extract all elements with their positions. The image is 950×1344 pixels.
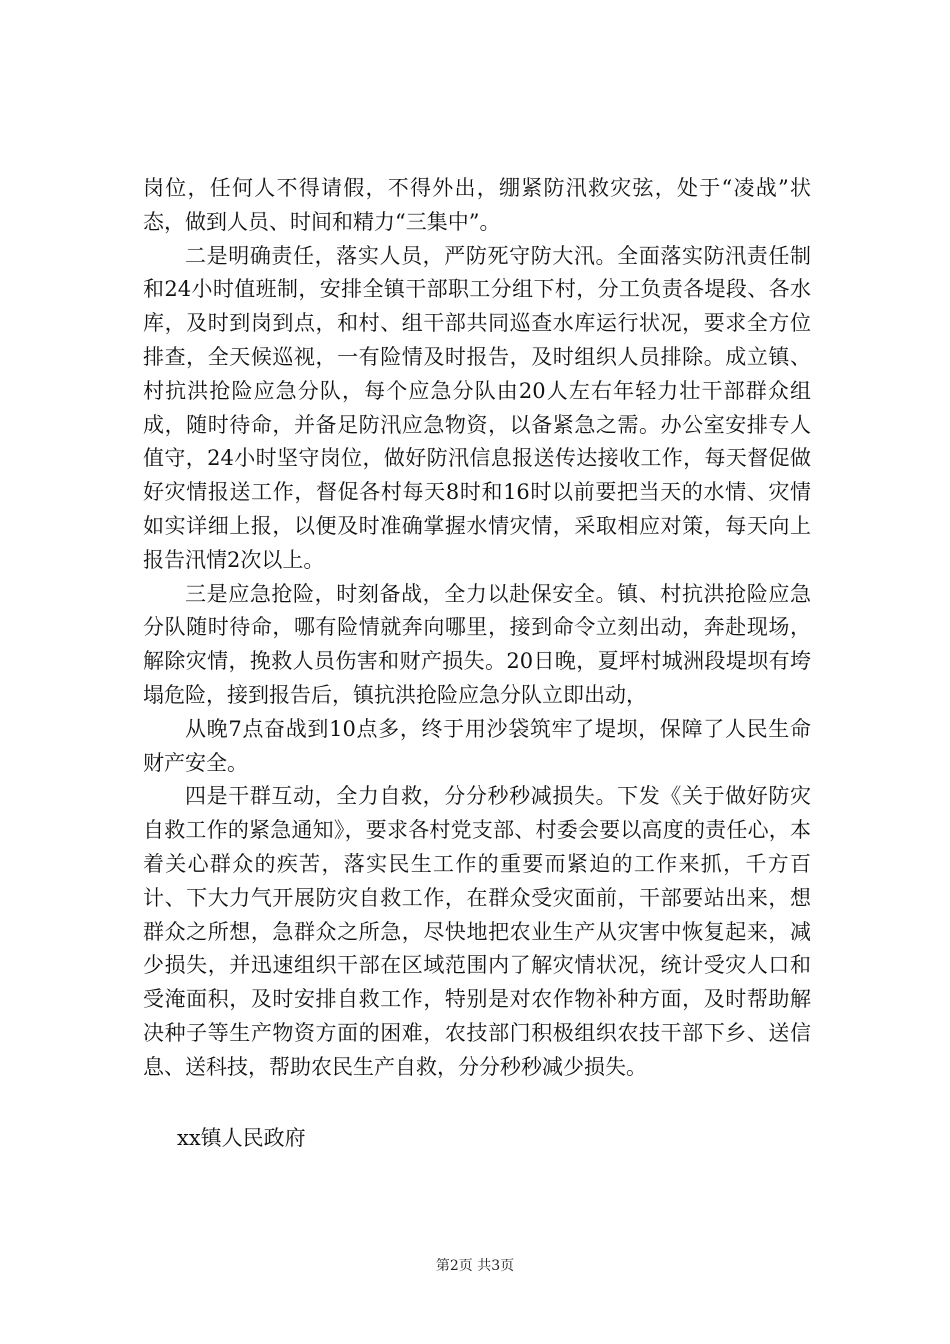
paragraph-4: 从晚7点奋战到10点多，终于用沙袋筑牢了堤坝，保障了人民生命财产安全。 bbox=[143, 716, 811, 775]
paragraph-5: 四是干群互动，全力自救，分分秒秒减损失。下发《关于做好防灾自救工作的紧急通知》，要求各村党支部、村委会要以高度的责任心，本着关心群众的疾苦，落实民生工作的重要而紧迫的工作来抓，千方百计、下大力气开展防灾自救工作，在群众受灾面前，干部要站出来，想群众之所想，急群众之所急，尽快地把农业生产从灾害中恢复起来，减少损失，并迅速组织干部在区域范围内了解灾情状况，统计受灾人口和受淹面积，及时安排自救工作，特别是对农作物补种方面，及时帮助解决种子等生产物资方面的困难，农技部门积极组织农技干部下乡、送信息、送科技，帮助农民生产自救，分分秒秒减少损失。 bbox=[143, 784, 811, 1079]
signature: xx镇人民政府 bbox=[177, 1126, 306, 1150]
page-footer: 第2页 共3页 bbox=[435, 1258, 515, 1274]
document-body bbox=[143, 172, 811, 1085]
paragraph-2: 二是明确责任，落实人员，严防死守防大汛。全面落实防汛责任制和24小时值班制，安排全镇干部职工分组下村，分工负责各堤段、各水库，及时到岗到点，和村、组干部共同巡查水库运行状况，要求全方位排查，全天候巡视，一有险情及时报告，及时组织人员排除。成立镇、村抗洪抢险应急分队，每个应急分队由20人左右年轻力壮干部群众组成，随时待命，并备足防汛应急物资，以备紧急之需。办公室安排专人值守，24小时坚守岗位，做好防汛信息报送传达接收工作，每天督促做好灾情报送工作，督促各村每天8时和16时以前要把当天的水情、灾情如实详细上报，以便及时准确掌握水情灾情，采取相应对策，每天向上报告汛情2次以上。 bbox=[143, 243, 811, 572]
paragraph-3: 三是应急抢险，时刻备战，全力以赴保安全。镇、村抗洪抢险应急分队随时待命，哪有险情就奔向哪里，接到命令立刻出动，奔赴现场，解除灾情，挽救人员伤害和财产损失。20日晚，夏坪村城洲段堤坝有垮塌危险，接到报告后，镇抗洪抢险应急分队立即出动， bbox=[143, 581, 811, 707]
paragraph-1: 岗位，任何人不得请假，不得外出，绷紧防汛救灾弦，处于“凌战”状态，做到人员、时间和精力“三集中”。 bbox=[143, 176, 811, 234]
